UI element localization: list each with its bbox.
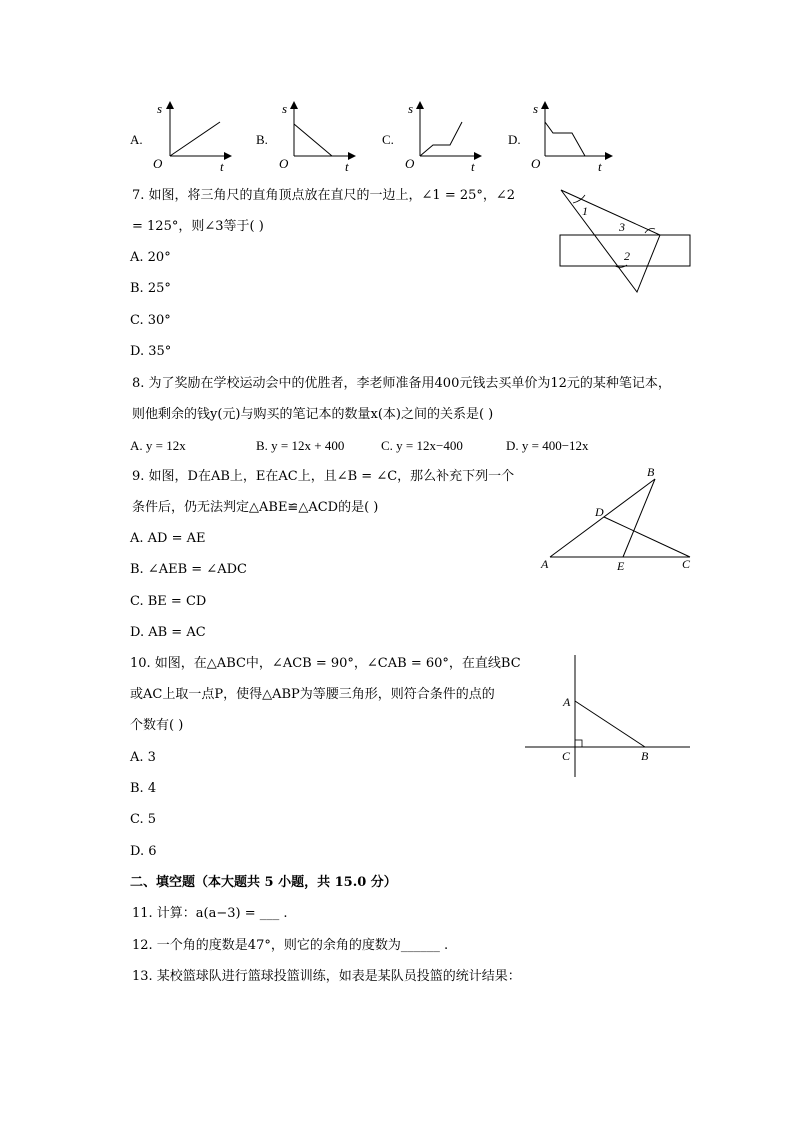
point-b-label: B — [641, 749, 649, 763]
origin: O — [405, 156, 415, 171]
question-text: 条件后，仍无法判定△ABE≌△ACD的是( ) — [132, 500, 379, 515]
axis-s: s — [157, 101, 163, 116]
question-13: 13. 某校篮球队进行篮球投篮训练，如表是某队员投篮的统计结果： — [132, 969, 521, 984]
axis-s: s — [408, 101, 414, 116]
option-d: D. AB = AC — [130, 625, 206, 640]
option-a: A. AD = AE — [130, 531, 206, 546]
option-b: B. 4 — [130, 781, 157, 796]
q7-figure — [555, 185, 695, 297]
angle-2-label: 2 — [624, 249, 630, 263]
point-a-label: A — [563, 695, 571, 709]
question-text: = 125°，则∠3等于( ) — [132, 219, 264, 234]
angle-1-label: 1 — [582, 204, 588, 218]
origin: O — [153, 156, 163, 171]
option-label: D. — [508, 132, 521, 147]
option-d: D. 6 — [130, 844, 157, 859]
point-c-label: C — [562, 749, 571, 763]
option-a: A. 3 — [130, 750, 156, 765]
question-11: 11. 计算：a(a−3) = ___ . — [132, 906, 288, 921]
graph-a — [150, 100, 240, 175]
question-text: 或AC上取一点P，使得△ABP为等腰三角形，则符合条件的点的 — [130, 687, 495, 702]
question-text: 则他剩余的钱y(元)与购买的笔记本的数量x(本)之间的关系是( ) — [132, 407, 494, 422]
section-title: 二、填空题（本大题共 5 小题，共 15.0 分） — [130, 875, 397, 890]
option-a: A. y = 12x — [130, 438, 186, 453]
option-c: C. y = 12x−400 — [381, 438, 463, 453]
option-label: A. — [130, 132, 143, 147]
option-b: B. ∠AEB = ∠ADC — [130, 562, 247, 577]
question-text: 7. 如图，将三角尺的直角顶点放在直尺的一边上，∠1 = 25°，∠2 — [132, 188, 516, 203]
option-c: C. BE = CD — [130, 594, 207, 609]
origin: O — [531, 156, 541, 171]
option-c: C. 5 — [130, 812, 157, 827]
q10-figure — [525, 655, 695, 780]
point-c-label: C — [682, 557, 691, 571]
option-d: D. 35° — [130, 344, 172, 359]
option-c: C. 30° — [130, 313, 171, 328]
question-text: 个数有( ) — [130, 718, 184, 733]
axis-s: s — [533, 101, 539, 116]
point-b-label: B — [647, 465, 655, 479]
option-b: B. 25° — [130, 281, 171, 296]
question-text: 10. 如图，在△ABC中，∠ACB = 90°，∠CAB = 60°，在直线BC — [130, 656, 521, 671]
angle-3-label: 3 — [619, 220, 625, 234]
axis-t: t — [598, 159, 602, 174]
question-12: 12. 一个角的度数是47°，则它的余角的度数为______ . — [132, 938, 449, 953]
point-a-label: A — [541, 557, 549, 571]
point-d-label: D — [595, 505, 604, 519]
question-text: 8. 为了奖励在学校运动会中的优胜者，李老师准备用400元钱去买单价为12元的某种笔记本， — [132, 376, 671, 391]
option-label: B. — [256, 132, 268, 147]
axis-t: t — [345, 159, 349, 174]
q9-figure — [540, 470, 700, 573]
question-text: 9. 如图，D在AB上，E在AC上，且∠B = ∠C，那么补充下列一个 — [132, 469, 515, 484]
option-label: C. — [382, 132, 394, 147]
axis-s: s — [282, 101, 288, 116]
option-a: A. 20° — [130, 250, 171, 265]
axis-t: t — [471, 159, 475, 174]
option-b: B. y = 12x + 400 — [256, 438, 345, 453]
option-d: D. y = 400−12x — [506, 438, 589, 453]
origin: O — [279, 156, 289, 171]
point-e-label: E — [617, 559, 625, 573]
axis-t: t — [220, 159, 224, 174]
